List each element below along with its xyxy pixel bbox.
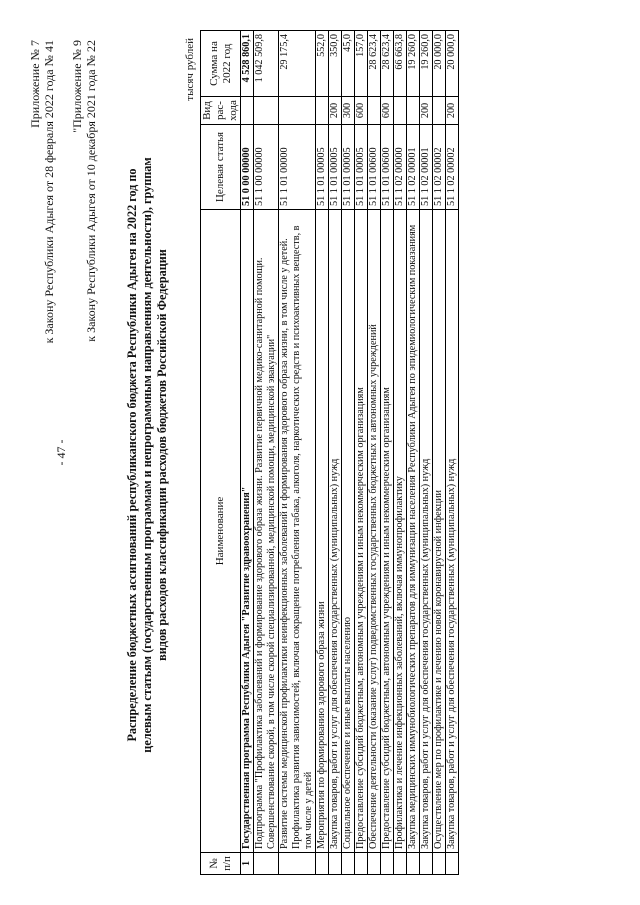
row-number: [368, 853, 381, 875]
table-row: [420, 31, 433, 875]
row-target-article: 51 1 02 00002: [433, 125, 446, 210]
header-target-article: Целевая статья: [201, 125, 241, 210]
annex-reference-current: [28, 40, 56, 343]
row-expense-kind: [279, 97, 316, 125]
row-expense-kind: [316, 97, 329, 125]
row-target-article: 51 0 00 00000: [241, 125, 254, 210]
table-row: [368, 31, 381, 875]
row-name: Развитие системы медицинской профилактики неинфекционных заболеваний и формирования здорового образа жизни, в том числе у детей. Профилактика развития зависимостей, включая сокращение потребления табака, алкоголя, наркотических средств и психоактивных веществ, в том числе у детей: [279, 210, 316, 853]
row-sum: 28 623,4: [381, 31, 394, 97]
row-number: [394, 853, 407, 875]
table-row: [433, 31, 446, 875]
row-target-article: 51 1 01 00005: [342, 125, 355, 210]
row-expense-kind: 600: [355, 97, 368, 125]
row-number: [381, 853, 394, 875]
table-body: [241, 31, 459, 875]
table-row: [381, 31, 394, 875]
row-sum: 350,0: [329, 31, 342, 97]
row-sum: 19 260,0: [420, 31, 433, 97]
row-number: [342, 853, 355, 875]
row-sum: 4 528 860,1: [241, 31, 254, 97]
row-number: [254, 853, 279, 875]
units-label: тысяч рублей: [184, 38, 196, 101]
row-sum: 66 663,8: [394, 31, 407, 97]
annex-line: к Закону Республики Адыгея от 10 декабря 2021 года № 22: [84, 40, 98, 342]
row-number: [279, 853, 316, 875]
row-number: [446, 853, 459, 875]
row-name: Закупка товаров, работ и услуг для обеспечения государственных (муниципальных) нужд: [446, 210, 459, 853]
row-expense-kind: 200: [329, 97, 342, 125]
row-target-article: 51 1 01 00600: [381, 125, 394, 210]
row-expense-kind: [433, 97, 446, 125]
row-target-article: 51 1 01 00005: [316, 125, 329, 210]
row-sum: 157,0: [355, 31, 368, 97]
row-name: Мероприятия по формированию здорового образа жизни: [316, 210, 329, 853]
row-name: Закупка товаров, работ и услуг для обеспечения государственных (муниципальных) нужд: [329, 210, 342, 853]
row-number: [329, 853, 342, 875]
table-row: [241, 31, 254, 875]
row-name: Подпрограмма "Профилактика заболеваний и формирование здорового образа жизни. Развитие первичной медико-санитарной помощи. Совершенствование скорой, в том числе скорой специализированной, медицинской помощи, медицинской эвакуации": [254, 210, 279, 853]
row-sum: 45,0: [342, 31, 355, 97]
row-name: Закупка медицинских иммунобиологических препаратов для иммунизации населения Республики Адыгея по эпидемиологическим показаниям: [407, 210, 420, 853]
row-expense-kind: 600: [381, 97, 394, 125]
annex-line: Приложение № 7: [28, 40, 42, 128]
annex-line: к Закону Республики Адыгея от 28 февраля 2022 года № 41: [42, 40, 56, 344]
row-number: [420, 853, 433, 875]
row-target-article: 51 1 01 00005: [329, 125, 342, 210]
row-name: Обеспечение деятельности (оказание услуг) подведомственных государственных бюджетных и автономных учреждений: [368, 210, 381, 853]
row-sum: 552,0: [316, 31, 329, 97]
row-number: [316, 853, 329, 875]
annex-line: "Приложение № 9: [70, 40, 84, 133]
row-name: Предоставление субсидий бюджетным, автономным учреждениям и иным некоммерческим организациям: [381, 210, 394, 853]
document-title: Распределение бюджетных ассигнований республиканского бюджета Республики Адыгея на 2022 год по целевым статьям (государственным программам и непрограммным направлениям деятельности), группам видов расходов классификации расходов бюджетов Российской Федерации: [125, 157, 169, 753]
budget-table: [200, 30, 459, 875]
row-target-article: 51 1 02 00000: [394, 125, 407, 210]
table-row: [329, 31, 342, 875]
table-row: [342, 31, 355, 875]
row-expense-kind: 200: [420, 97, 433, 125]
table-row: [407, 31, 420, 875]
row-number: [433, 853, 446, 875]
page-number: - 47 -: [54, 439, 68, 466]
row-name: Осуществление мер по профилактике и лечению новой коронавирусной инфекции: [433, 210, 446, 853]
row-sum: 29 175,4: [279, 31, 316, 97]
row-number: [407, 853, 420, 875]
row-expense-kind: [407, 97, 420, 125]
row-target-article: 51 1 01 00000: [279, 125, 316, 210]
row-sum: 20 000,0: [433, 31, 446, 97]
row-target-article: 51 1 01 00600: [368, 125, 381, 210]
row-target-article: 51 1 00 00000: [254, 125, 279, 210]
row-sum: 20 000,0: [446, 31, 459, 97]
row-number: 1: [241, 853, 254, 875]
row-expense-kind: [254, 97, 279, 125]
header-sum: Сумма на 2022 год: [201, 31, 241, 97]
table-header-row: [201, 31, 241, 875]
row-target-article: 51 1 02 00001: [407, 125, 420, 210]
row-expense-kind: 200: [446, 97, 459, 125]
row-expense-kind: 300: [342, 97, 355, 125]
row-target-article: 51 1 02 00001: [420, 125, 433, 210]
header-expense-kind: Вид рас-хода: [201, 97, 241, 125]
header-number: № п/п: [201, 853, 241, 875]
row-sum: 19 260,0: [407, 31, 420, 97]
row-sum: 1 042 509,8: [254, 31, 279, 97]
table-row: [254, 31, 279, 875]
row-expense-kind: [368, 97, 381, 125]
table-row: [355, 31, 368, 875]
table-row: [316, 31, 329, 875]
row-name: Предоставление субсидий бюджетным, автономным учреждениям и иным некоммерческим организациям: [355, 210, 368, 853]
row-name: Профилактика и лечение инфекционных заболеваний, включая иммунопрофилактику: [394, 210, 407, 853]
row-number: [355, 853, 368, 875]
row-expense-kind: [241, 97, 254, 125]
row-sum: 28 623,4: [368, 31, 381, 97]
row-name: Социальное обеспечение и иные выплаты населению: [342, 210, 355, 853]
row-target-article: 51 1 01 00005: [355, 125, 368, 210]
annex-reference-previous: [70, 40, 98, 342]
table-row: [279, 31, 316, 875]
table-row: [394, 31, 407, 875]
row-target-article: 51 1 02 00002: [446, 125, 459, 210]
row-name: Государственная программа Республики Адыгея "Развитие здравоохранения": [241, 210, 254, 853]
header-name: Наименование: [201, 210, 241, 853]
row-name: Закупка товаров, работ и услуг для обеспечения государственных (муниципальных) нужд: [420, 210, 433, 853]
table-row: [446, 31, 459, 875]
row-expense-kind: [394, 97, 407, 125]
